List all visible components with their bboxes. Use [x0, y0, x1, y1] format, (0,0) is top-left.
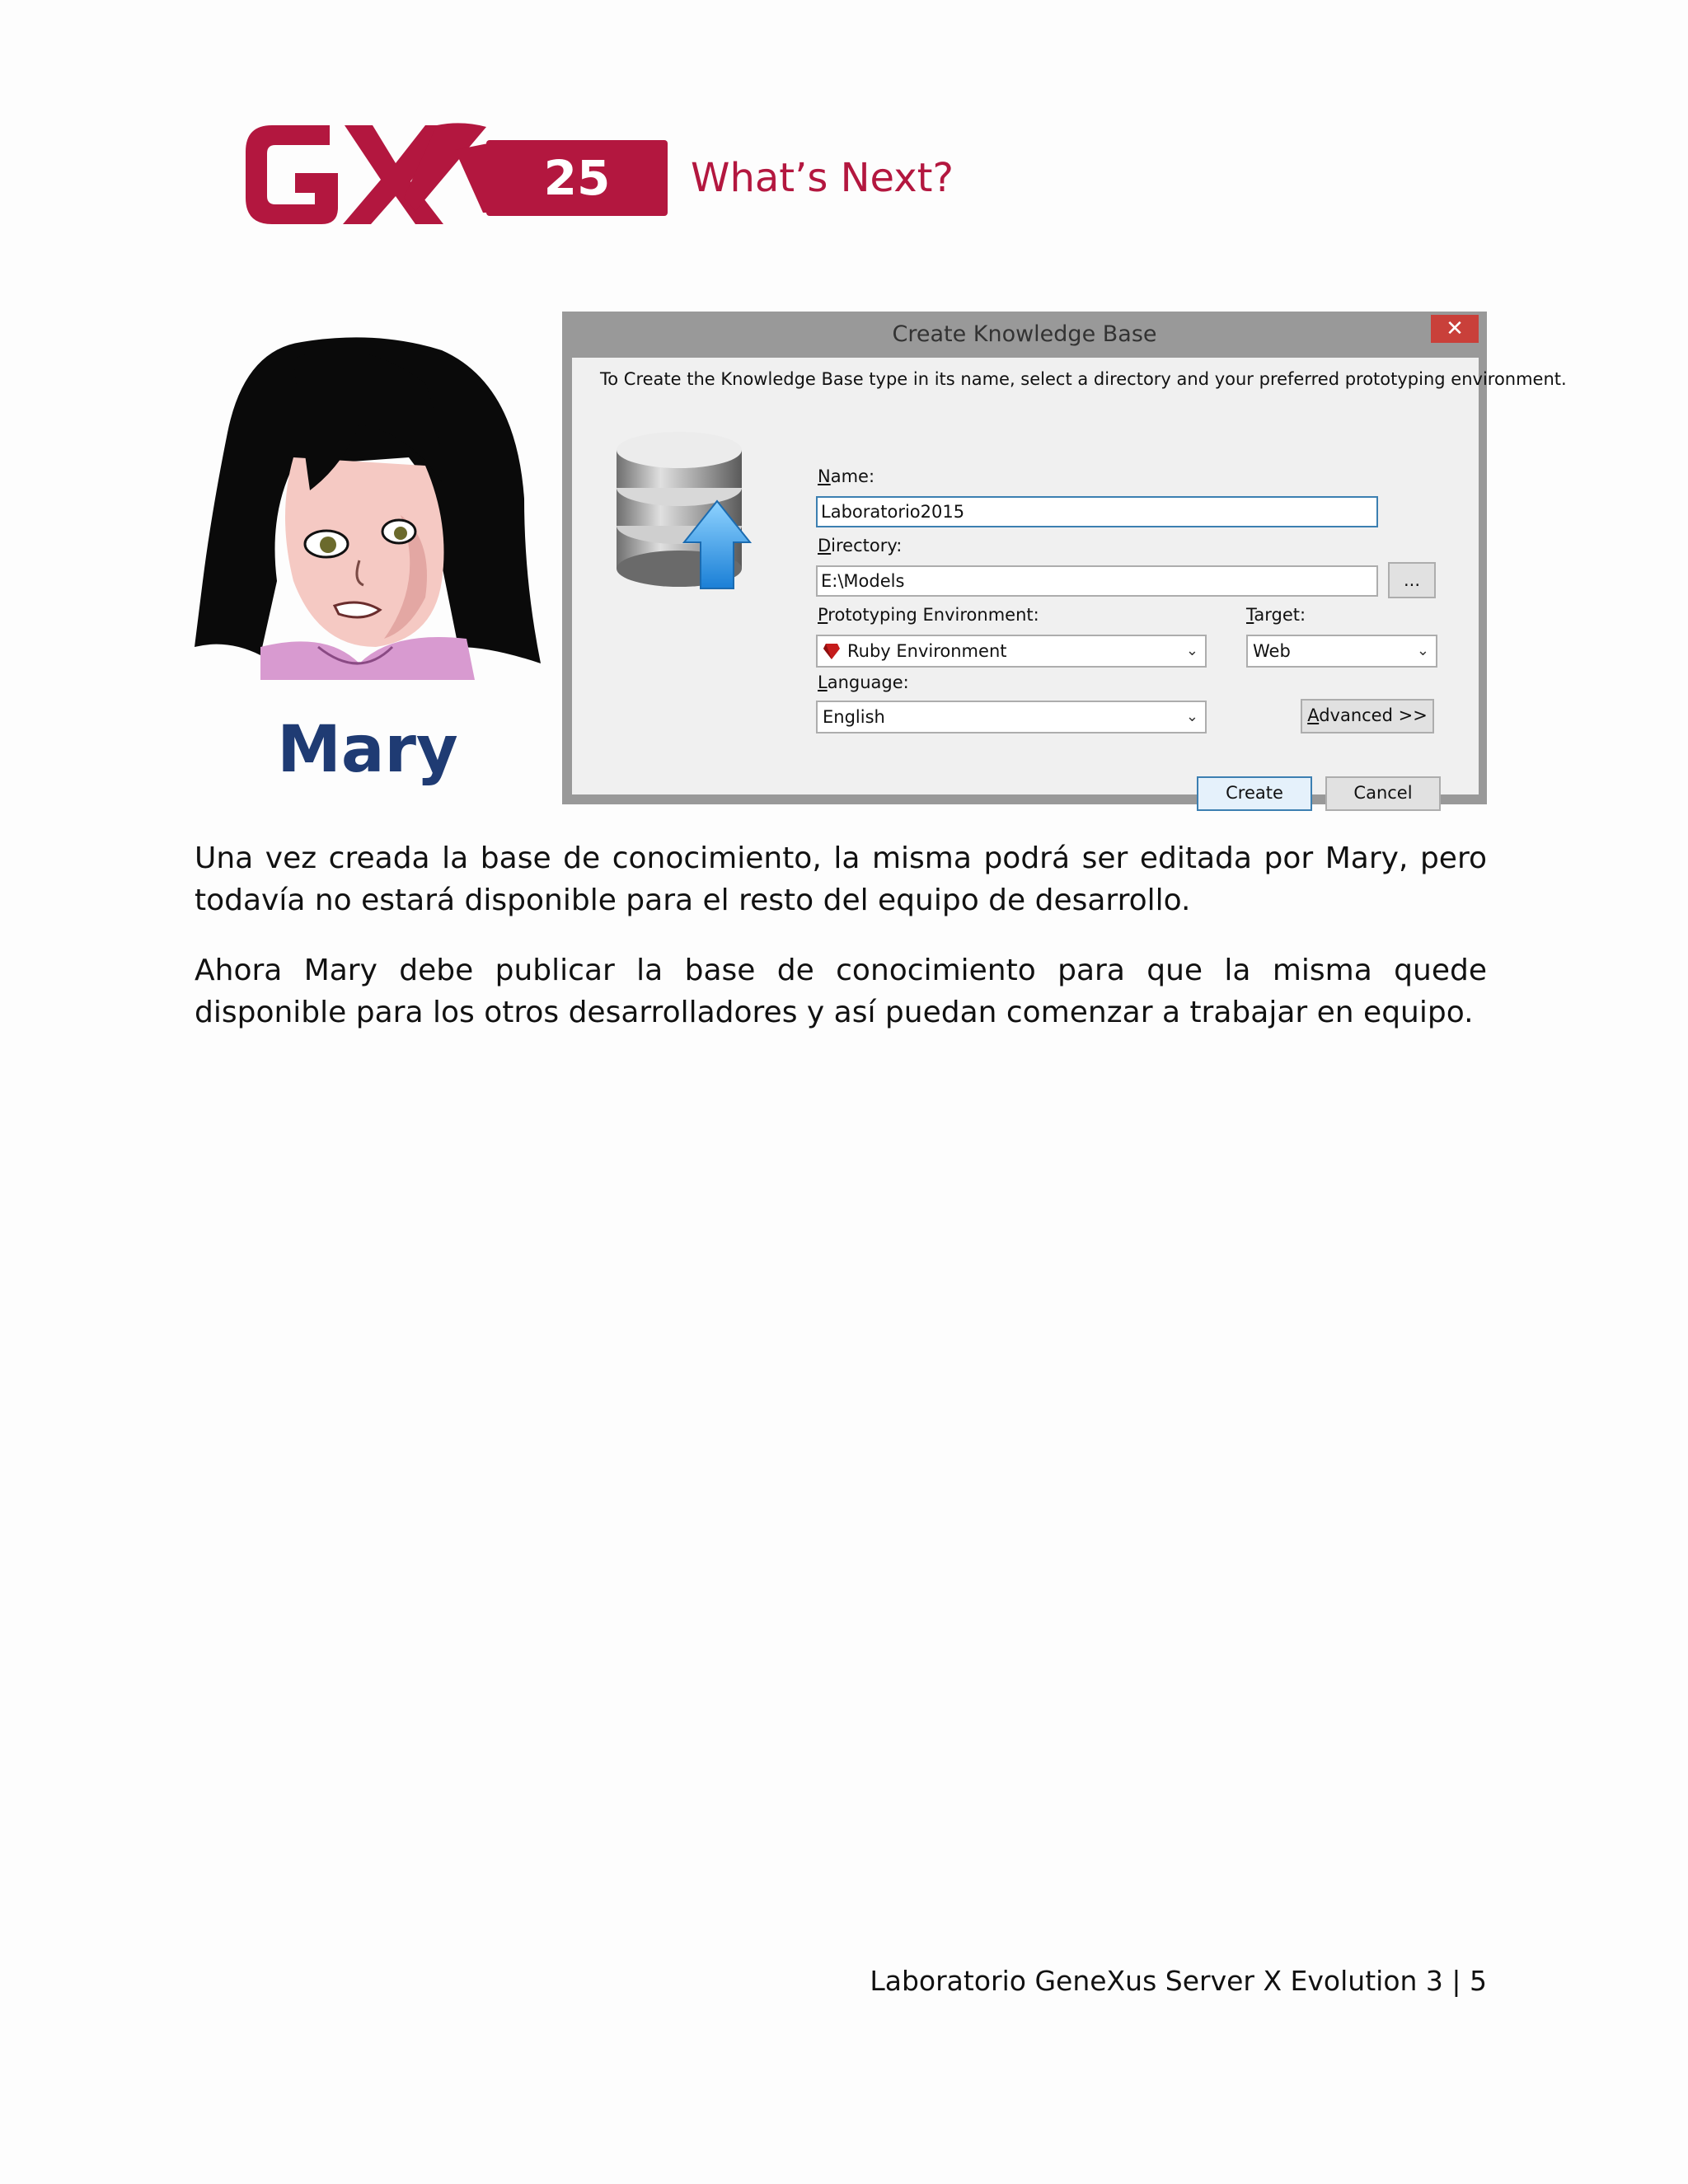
ruby-icon: [823, 640, 841, 658]
create-knowledge-base-dialog: [562, 312, 1567, 804]
chevron-down-icon: ⌄: [1185, 642, 1198, 659]
prototyping-environment-label: Prototyping Environment:: [818, 605, 1039, 625]
dialog-instruction: To Create the Knowledge Base type in its name, select a directory and your preferred prototyping environment.: [600, 369, 1567, 389]
directory-input[interactable]: E:\Models: [816, 565, 1378, 597]
name-label: Name:: [818, 466, 875, 486]
prototyping-environment-select[interactable]: Ruby Environment ⌄: [816, 635, 1207, 668]
badge-number: 25: [543, 150, 611, 206]
close-button[interactable]: ✕: [1431, 315, 1479, 343]
chevron-down-icon: ⌄: [1185, 708, 1198, 725]
cancel-button[interactable]: Cancel: [1325, 776, 1441, 811]
dialog-title: Create Knowledge Base: [892, 321, 1157, 347]
logo-tagline: What’s Next?: [691, 155, 954, 201]
create-button[interactable]: Create: [1197, 776, 1312, 811]
character-name: Mary: [277, 713, 458, 787]
browse-directory-button[interactable]: ...: [1388, 562, 1436, 598]
database-upload-icon: [612, 427, 752, 600]
advanced-button[interactable]: Advanced >>: [1301, 699, 1434, 733]
language-label: Language:: [818, 673, 909, 692]
target-select[interactable]: Web ⌄: [1246, 635, 1437, 668]
paragraph-1: Una vez creada la base de conocimiento, la misma podrá ser editada por Mary, pero todavía no estará disponible para el resto del equipo de desarrollo.: [195, 841, 1487, 917]
paragraph-2: Ahora Mary debe publicar la base de conocimiento para que la misma quede disponible para los otros desarrolladores y así puedan comenzar a trabajar en equipo.: [195, 954, 1487, 1029]
language-select[interactable]: English ⌄: [816, 701, 1207, 733]
gx25-logo: [239, 115, 954, 239]
target-label: Target:: [1246, 605, 1306, 625]
chevron-down-icon: ⌄: [1416, 642, 1429, 659]
name-input[interactable]: Laboratorio2015: [816, 496, 1378, 527]
directory-label: Directory:: [818, 536, 903, 555]
page-footer: Laboratorio GeneXus Server X Evolution 3 | 5: [870, 1965, 1487, 1997]
dialog-body: [572, 358, 1567, 803]
